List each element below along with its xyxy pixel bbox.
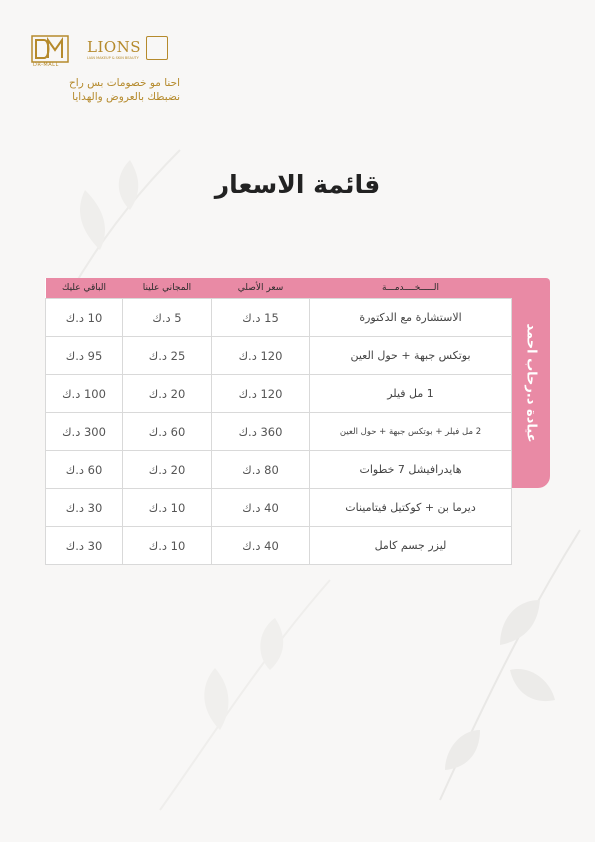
original-price-cell: 40 د.ك <box>212 489 310 527</box>
service-cell: بوتكس جبهة + حول العين <box>310 337 512 375</box>
header-service: الـــــخــــدمـــة <box>310 278 512 299</box>
header-free: المجاني علينا <box>123 278 212 299</box>
header-original-price: سعر الأصلي <box>212 278 310 299</box>
clinic-name-label: عيادة د.رحاب احمد <box>523 323 539 443</box>
table-row <box>46 413 512 451</box>
lions-logo-text: LIONS <box>87 38 142 56</box>
clinic-side-tab <box>512 278 550 488</box>
service-cell: الاستشارة مع الدكتورة <box>310 299 512 337</box>
tagline-line-2: نضبطك بالعروض والهدايا <box>72 91 180 103</box>
remaining-cell: 10 د.ك <box>46 299 123 337</box>
lions-emblem-icon <box>146 36 168 60</box>
tagline-line-1: احنا مو خصومات بس راح <box>69 77 180 89</box>
service-cell: 1 مل فيلر <box>310 375 512 413</box>
free-cell: 10 د.ك <box>123 527 212 565</box>
remaining-cell: 95 د.ك <box>46 337 123 375</box>
table-row <box>46 337 512 375</box>
free-cell: 20 د.ك <box>123 451 212 489</box>
remaining-cell: 60 د.ك <box>46 451 123 489</box>
original-price-cell: 120 د.ك <box>212 337 310 375</box>
remaining-cell: 30 د.ك <box>46 489 123 527</box>
free-cell: 25 د.ك <box>123 337 212 375</box>
service-cell: ليزر جسم كامل <box>310 527 512 565</box>
brand-logos <box>30 34 180 68</box>
table-row <box>46 299 512 337</box>
dr-mall-caption: DR-MALL <box>33 62 59 68</box>
free-cell: 5 د.ك <box>123 299 212 337</box>
remaining-cell: 300 د.ك <box>46 413 123 451</box>
service-cell: هايدرافيشل 7 خطوات <box>310 451 512 489</box>
free-cell: 60 د.ك <box>123 413 212 451</box>
original-price-cell: 15 د.ك <box>212 299 310 337</box>
free-cell: 20 د.ك <box>123 375 212 413</box>
table-row <box>46 527 512 565</box>
page-title: قائمة الاسعار <box>214 170 381 199</box>
service-cell: 2 مل فيلر + بوتكس جبهة + حول العين <box>310 413 512 451</box>
original-price-cell: 80 د.ك <box>212 451 310 489</box>
remaining-cell: 100 د.ك <box>46 375 123 413</box>
leaf-decoration-bottom <box>140 560 340 820</box>
lions-subtitle: LIAN MAKEUP & SKIN BEAUTY <box>87 56 139 60</box>
price-table <box>45 278 512 565</box>
table-row <box>46 489 512 527</box>
header-remaining: الباقي عليك <box>46 278 123 299</box>
original-price-cell: 40 د.ك <box>212 527 310 565</box>
service-cell: ديرما بن + كوكتيل فيتامينات <box>310 489 512 527</box>
free-cell: 10 د.ك <box>123 489 212 527</box>
original-price-cell: 120 د.ك <box>212 375 310 413</box>
original-price-cell: 360 د.ك <box>212 413 310 451</box>
table-row <box>46 375 512 413</box>
table-row <box>46 451 512 489</box>
remaining-cell: 30 د.ك <box>46 527 123 565</box>
table-header-row <box>46 278 512 299</box>
tagline <box>30 76 180 104</box>
